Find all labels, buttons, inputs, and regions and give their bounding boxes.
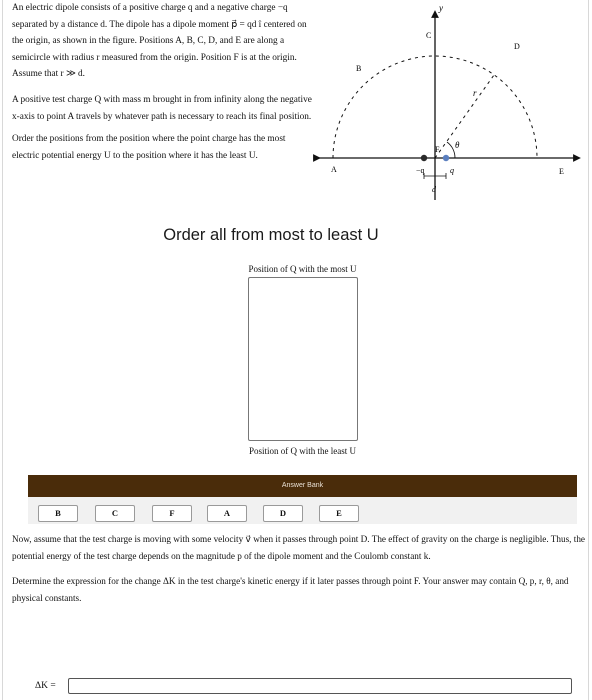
positive-charge (443, 155, 449, 161)
label-r: r (473, 88, 477, 98)
followup-paragraph-1: Now, assume that the test charge is moving with some velocity v⃗ when it passes through point D. The effect of gravity on the charge is negligible. Thus, the potential energy of the test charge depends on the magnitude p of the dipole moment and the Coulomb constant k. (12, 534, 585, 561)
label-F: F (435, 145, 440, 154)
answer-chip-D[interactable]: D (263, 505, 303, 522)
y-axis-label: y (439, 3, 443, 13)
answer-chip-A[interactable]: A (207, 505, 247, 522)
delta-k-label: ΔK = (35, 681, 56, 691)
problem-paragraph-2: A positive test charge Q with mass m brought in from infinity along the negative x-axis to point A travels by whatever path is necessary to reach its final position. (12, 94, 312, 122)
left-border (2, 0, 3, 700)
problem-statement (12, 0, 312, 173)
followup-paragraph-2: Determine the expression for the change ΔK in the test charge's kinetic energy if it later passes through point F. Your answer may contain Q, p, r, θ, and physical constants. (12, 576, 569, 603)
radius-line (435, 75, 494, 158)
followup-question (12, 531, 590, 615)
label-E: E (559, 167, 564, 176)
answer-bank-header: Answer Bank (28, 475, 577, 497)
problem-paragraph-1: An electric dipole consists of a positive charge q and a negative charge −q separated by a distance d. The dipole has a dipole moment p⃗ = qd î centered on the origin, as shown in the figure. Positions A, B, C, D, and E are along a semicircle with radius r measured from the origin. Position F is at the origin. Assume that r ≫ d. (12, 3, 307, 80)
most-u-label: Position of Q with the most U (248, 264, 357, 274)
problem-paragraph-3: Order the positions from the position where the point charge has the most electric potential energy U to the position where it has the least U. (12, 134, 286, 161)
label-d: d (432, 185, 436, 194)
label-theta: θ (455, 140, 460, 150)
label-D: D (514, 42, 520, 51)
label-B: B (356, 64, 362, 73)
answer-chip-E[interactable]: E (319, 505, 359, 522)
delta-k-input[interactable] (68, 678, 572, 694)
dipole-diagram (305, 0, 592, 215)
ranking-drop-zone[interactable] (248, 277, 358, 441)
theta-arc (447, 142, 455, 158)
ordering-title: Order all from most to least U (163, 226, 379, 244)
answer-chip-F[interactable]: F (152, 505, 192, 522)
label-negative-q: −q (416, 166, 425, 175)
label-C: C (426, 31, 432, 40)
least-u-label: Position of Q with the least U (249, 446, 356, 456)
label-A: A (331, 165, 337, 174)
negative-charge (421, 155, 427, 161)
answer-chip-C[interactable]: C (95, 505, 135, 522)
label-positive-q: q (450, 166, 454, 175)
answer-chip-B[interactable]: B (38, 505, 78, 522)
